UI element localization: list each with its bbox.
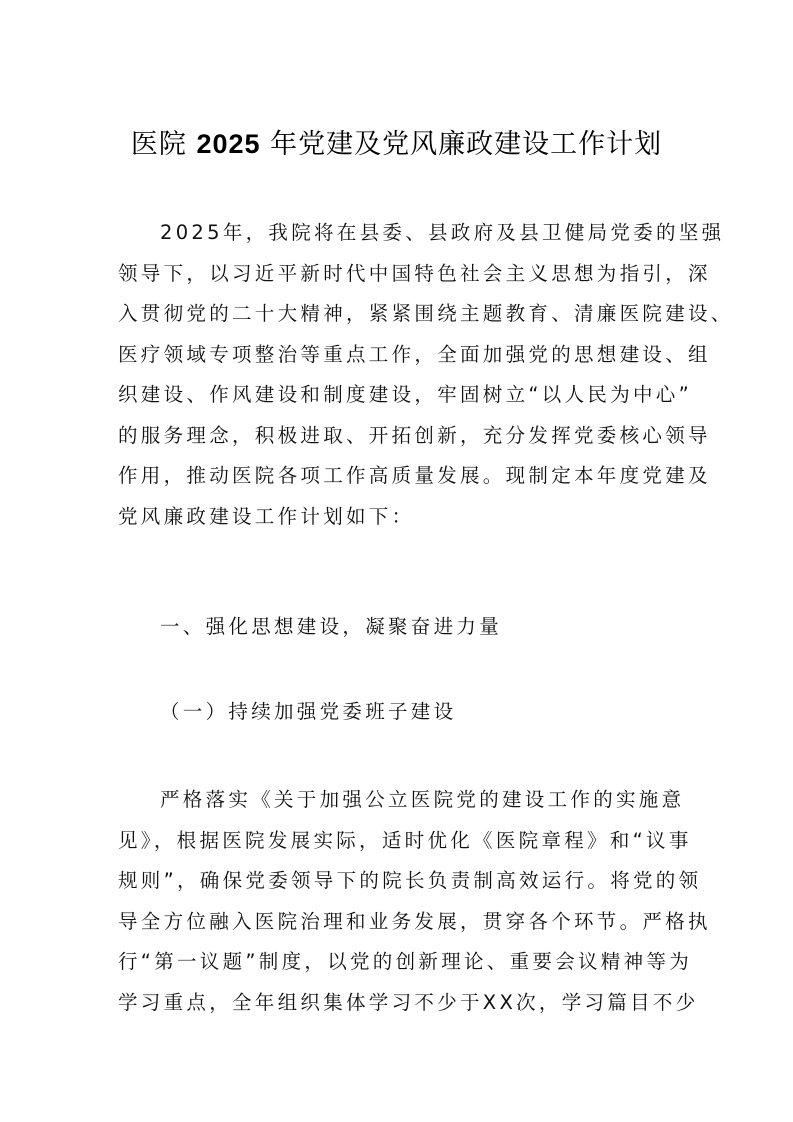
intro-line-7: 作用，推动医院各项工作高质量发展。现制定本年度党建及 (118, 464, 711, 487)
intro-line-6: 的服务理念，积极进取、开拓创新，充分发挥党委核心领导 (118, 423, 711, 447)
section-heading-1: 一、强化思想建设，凝聚奋进力量 (160, 615, 503, 638)
intro-paragraph (118, 213, 734, 537)
title-year: 2025 (196, 129, 261, 159)
intro-line-8: 党风廉政建设工作计划如下： (118, 504, 415, 528)
subsection-heading-1: （一）持续加强党委班子建设 (160, 700, 457, 723)
sub-line-3: 规则”，确保党委领导下的院长负责制高效运行。将党的领 (118, 869, 702, 892)
sub-line-2: 见》，根据医院发展实际，适时优化《医院章程》和“议事 (118, 828, 692, 852)
document-title (0, 124, 793, 165)
intro-line-5: 织建设、作风建设和制度建设，牢固树立“以人民为中心” (118, 383, 693, 406)
intro-line-3: 入贯彻党的二十大精神，紧紧围绕主题教育、清廉医院建设、 (118, 302, 734, 325)
title-prefix: 医院 (130, 129, 187, 160)
intro-line-4: 医疗领域专项整治等重点工作，全面加强党的思想建设、组 (118, 342, 711, 366)
sub-line-4: 导全方位融入医院治理和业务发展，贯穿各个环节。严格执 (118, 909, 711, 933)
intro-line-1: 2025年，我院将在县委、县政府及县卫健局党委的坚强 (160, 221, 725, 244)
title-suffix: 年党建及党风廉政建设工作计划 (270, 129, 663, 160)
sub-line-5: 行“第一议题”制度，以党的创新理论、重要会议精神等为 (118, 950, 693, 973)
sub-line-1: 严格落实《关于加强公立医院党的建设工作的实施意 (160, 788, 685, 811)
subsection-1-paragraph (118, 780, 711, 1023)
sub-line-6: 学习重点，全年组织集体学习不少于XX次，学习篇目不少 (118, 990, 699, 1014)
intro-line-2: 领导下，以习近平新时代中国特色社会主义思想为指引，深 (118, 261, 711, 285)
